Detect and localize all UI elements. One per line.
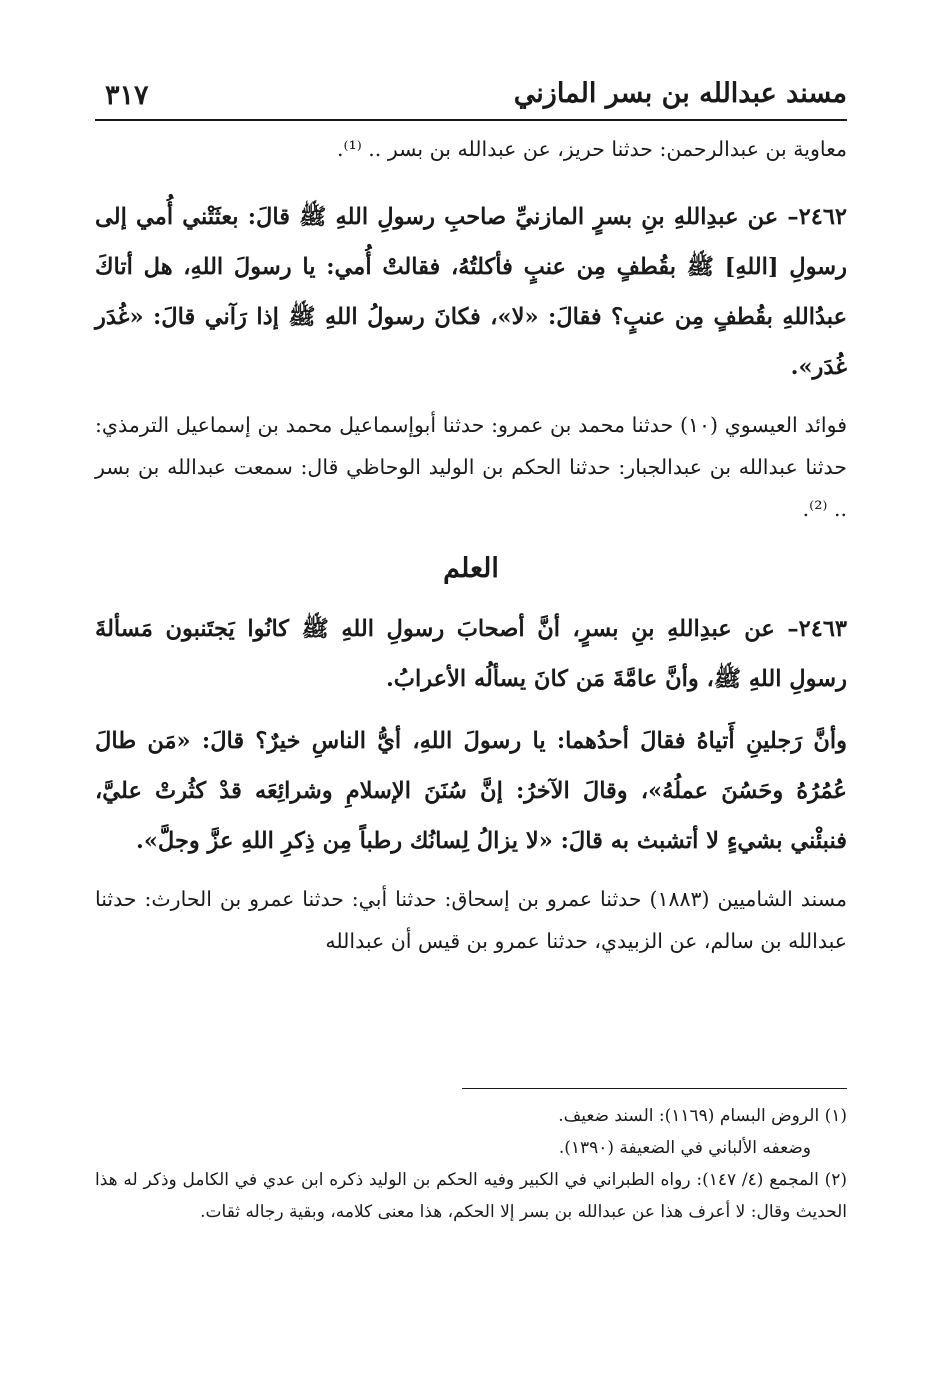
header-rule [95,119,847,121]
hadith-text: – عن عبدِاللهِ بنِ بسرٍ المازنيِّ صاحبِ رسولِ اللهِ ﷺ قالَ: بعثَتْني أُمي إلى رسولِ [اللهِ] ﷺ بقُطفٍ مِن عنبٍ فأكلتُهُ، فقالتْ أُمي: يا رسولَ اللهِ، هل أتاكَ عبدُاللهِ بقُطفٍ مِن عنبٍ؟ فقالَ: «لا»، فكانَ رسولُ اللهِ ﷺ إذا رَآني قالَ: «غُدَر غُدَر». [95,204,847,380]
hadith-text: – عن عبدِاللهِ بنِ بسرٍ، أنَّ أصحابَ رسولِ اللهِ ﷺ كانُوا يَجتَنبون مَسألةَ رسولِ اللهِ ﷺ، وأنَّ عامَّةَ مَن كانَ يسألُه الأعرابُ. [95,616,847,692]
hadith-2463 [95,604,847,704]
page-number: ٣١٧ [105,80,149,111]
hadith-2462 [95,192,847,392]
page-header [95,78,847,114]
hadith-number: ٢٤٦٣ [798,616,847,642]
section-title: العلم [443,553,499,584]
footnote-2: (٢) المجمع (٤/ ١٤٧): رواه الطبراني في الكبير وفيه الحكم بن الوليد ذكره ابن عدي في الكامل وذكر له هذا الحديث وقال: لا أعرف هذا عن عبدالله بن بسر إلا الحكم، هذا معنى كلامه، وبقية رجاله ثقات. [95,1170,847,1222]
page-body [95,128,847,962]
footnote-rule [462,1088,847,1089]
hadith-continuation: وأنَّ رَجلينِ أَتياهُ فقالَ أحدُهما: يا رسولَ اللهِ، أيُّ الناسِ خيرٌ؟ قالَ: «مَن طالَ عُمُرُهُ وحَسُنَ عملُهُ»، وقالَ الآخرُ: إنَّ سُنَنَ الإسلامِ وشرائِعَه قدْ كثُرتْ عليَّ، فنبئْني بشيءٍ لا أتشبث به قالَ: «لا يزالُ لِسانُك رطباً مِن ذِكرِ اللهِ عزَّ وجلَّ». [95,728,847,854]
isnad-paragraph: فوائد العيسوي (١٠) حدثنا محمد بن عمرو: حدثنا أبوإسماعيل محمد بن إسماعيل الترمذي: حدثنا عبدالله بن عبدالجبار: حدثنا الحكم بن الوليد الوحاظي قال: سمعت عبدالله بن بسر .. ⁽²⁾. [95,413,847,521]
hadith-number: ٢٤٦٢ [798,204,847,230]
running-title: مسند عبدالله بن بسر المازني [513,78,847,109]
footnote-1-continuation: وضعفه الألباني في الضعيفة (١٣٩٠). [558,1138,811,1158]
footnotes [95,1100,847,1228]
footnote-1: (١) الروض البسام (١١٦٩): السند ضعيف. [558,1106,847,1126]
isnad-paragraph: مسند الشاميين (١٨٨٣) حدثنا عمرو بن إسحاق: حدثنا أبي: حدثنا عمرو بن الحارث: حدثنا عبدالله بن سالم، عن الزبيدي، حدثنا عمرو بن قيس أن عبدالله [95,887,847,953]
isnad-paragraph: معاوية بن عبدالرحمن: حدثنا حريز، عن عبدالله بن بسر .. ⁽¹⁾. [336,137,847,161]
